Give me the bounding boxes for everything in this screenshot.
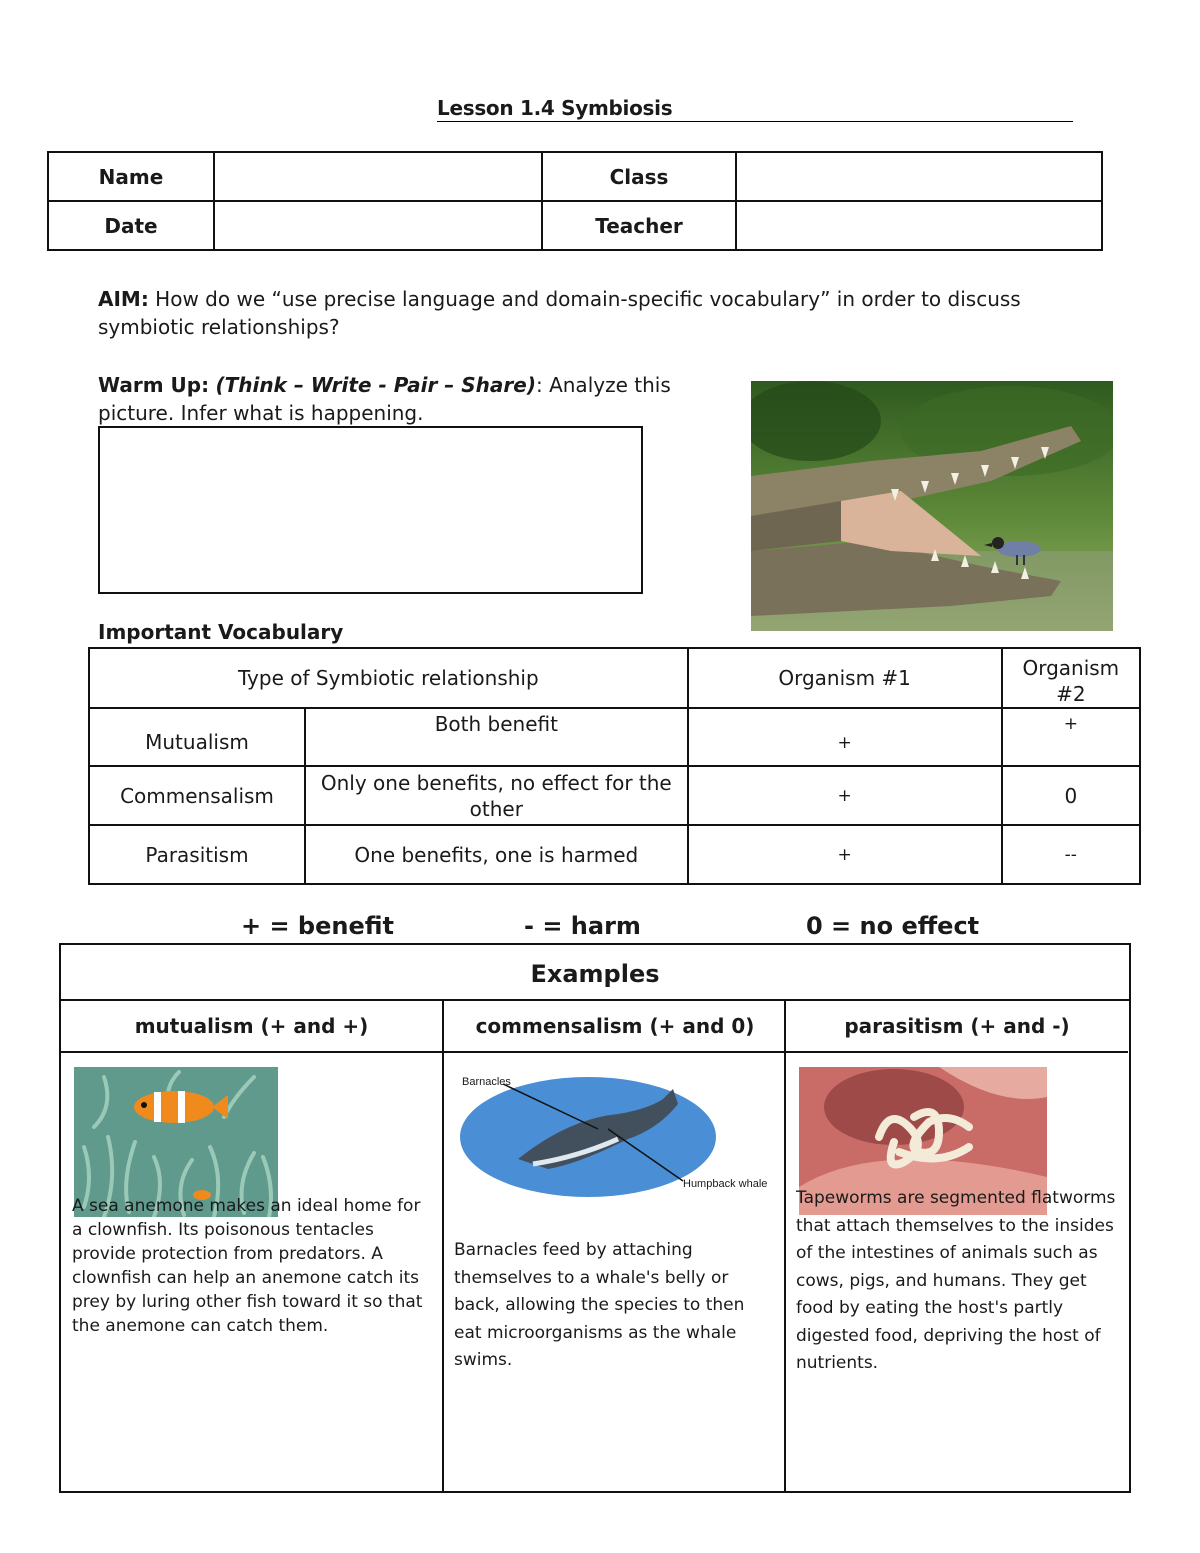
org2-mutualism: + xyxy=(1002,708,1140,766)
date-field[interactable] xyxy=(214,201,542,250)
examples-table xyxy=(59,943,1131,1493)
warmup-label: Warm Up: xyxy=(98,373,210,397)
legend-benefit: + = benefit xyxy=(241,912,395,940)
aim-statement xyxy=(98,285,1108,341)
student-info-table xyxy=(47,151,1103,251)
warmup-answer-box[interactable] xyxy=(98,426,643,594)
mutualism-description: A sea anemone makes an ideal home for a clownfish. Its poisonous tentacles provide protection from predators. A clownfish can help an anemone catch its prey by luring other fish toward it so that the anemone can catch them. xyxy=(72,1196,423,1336)
name-field[interactable] xyxy=(214,152,542,201)
class-label: Class xyxy=(542,152,736,201)
teacher-label: Teacher xyxy=(542,201,736,250)
type-commensalism: Commensalism xyxy=(89,766,305,825)
header-type: Type of Symbiotic relationship xyxy=(89,648,688,708)
legend-harm: - = harm xyxy=(524,912,641,940)
org1-mutualism: + xyxy=(688,708,1002,766)
mutualism-column xyxy=(61,999,442,1491)
desc-parasitism: One benefits, one is harmed xyxy=(305,825,688,884)
warmup-text: Analyze this picture. Infer what is happening. xyxy=(98,373,671,425)
warmup-mode: (Think – Write - Pair – Share) xyxy=(215,373,536,397)
parasitism-description: Tapeworms are segmented flatworms that attach themselves to the insides of the intestines of animals such as cows, pigs, and humans. They get food by eating the host's partly digested food, depriving the host of nutrients. xyxy=(796,1188,1116,1373)
crocodile-bird-photo xyxy=(751,381,1113,631)
barnacles-label: Barnacles xyxy=(462,1076,511,1088)
commensalism-column xyxy=(442,999,786,1491)
aim-text: How do we “use precise language and domain-specific vocabulary” in order to discuss symbiotic relationships? xyxy=(98,287,1021,339)
org2-commensalism: 0 xyxy=(1002,766,1140,825)
desc-commensalism: Only one benefits, no effect for the other xyxy=(305,766,688,825)
vocabulary-table xyxy=(88,647,1141,885)
name-label: Name xyxy=(48,152,214,201)
commensalism-description: Barnacles feed by attaching themselves to a whale's belly or back, allowing the species to then eat microorganisms as the whale swims. xyxy=(454,1240,745,1370)
date-label: Date xyxy=(48,201,214,250)
humpback-whale-label: Humpback whale xyxy=(683,1178,768,1190)
org1-parasitism: + xyxy=(688,825,1002,884)
class-field[interactable] xyxy=(736,152,1102,201)
header-organism-1: Organism #1 xyxy=(688,648,1002,708)
type-parasitism: Parasitism xyxy=(89,825,305,884)
header-organism-2: Organism #2 xyxy=(1002,648,1140,708)
aim-label: AIM: xyxy=(98,287,149,311)
mutualism-title: mutualism (+ and +) xyxy=(61,999,442,1053)
teacher-field[interactable] xyxy=(736,201,1102,250)
org1-commensalism: + xyxy=(688,766,1002,825)
legend-no-effect: 0 = no effect xyxy=(806,912,980,940)
warmup-prompt xyxy=(98,371,698,427)
vocabulary-heading: Important Vocabulary xyxy=(98,620,344,644)
page-title: Lesson 1.4 Symbiosis xyxy=(437,96,1073,122)
parasitism-title: parasitism (+ and -) xyxy=(786,999,1128,1053)
examples-heading: Examples xyxy=(61,945,1129,1001)
warmup-colon: : xyxy=(535,373,543,397)
commensalism-title: commensalism (+ and 0) xyxy=(444,999,786,1053)
desc-mutualism: Both benefit xyxy=(305,708,688,766)
org2-parasitism: -- xyxy=(1002,825,1140,884)
parasitism-column xyxy=(784,999,1128,1491)
type-mutualism: Mutualism xyxy=(89,708,305,766)
